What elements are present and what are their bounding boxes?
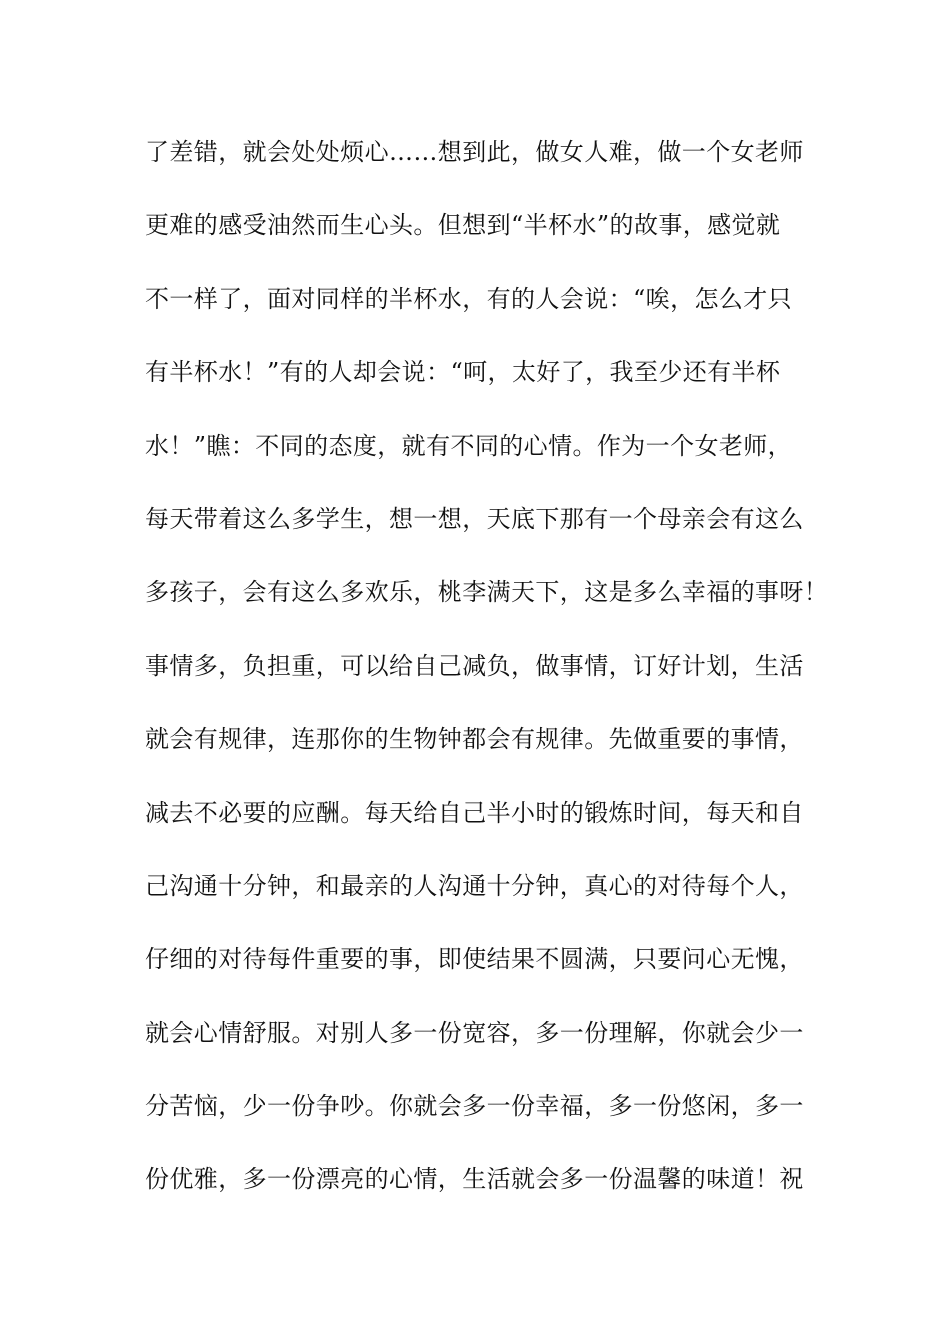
text-line: 己沟通十分钟，和最亲的人沟通十分钟，真心的对待每个人，: [145, 871, 804, 900]
body-text: [145, 131, 829, 1232]
text-line: 水！”瞧：不同的态度，就有不同的心情。作为一个女老师，: [145, 431, 793, 460]
text-line: 不一样了，面对同样的半杯水，有的人会说：“唉，怎么才只: [145, 284, 793, 313]
text-line: 分苦恼，少一份争吵。你就会多一份幸福，多一份悠闲，多一: [145, 1092, 804, 1121]
text-line: 每天带着这么多学生，想一想，天底下那有一个母亲会有这么: [145, 504, 804, 533]
text-line: 事情多，负担重，可以给自己减负，做事情，订好计划，生活: [145, 651, 804, 680]
text-line: 仔细的对待每件重要的事，即使结果不圆满，只要问心无愧，: [145, 945, 804, 974]
text-line: 减去不必要的应酬。每天给自己半小时的锻炼时间，每天和自: [145, 798, 804, 827]
text-line: 了差错，就会处处烦心……想到此，做女人难，做一个女老师: [145, 138, 804, 166]
text-line: 就会有规律，连那你的生物钟都会有规律。先做重要的事情，: [145, 725, 804, 754]
text-line: 份优雅，多一份漂亮的心情，生活就会多一份温馨的味道！祝: [145, 1165, 804, 1194]
text-line: 就会心情舒服。对别人多一份宽容，多一份理解，你就会少一: [145, 1018, 804, 1047]
text-line: 有半杯水！”有的人却会说：“呵，太好了，我至少还有半杯: [145, 358, 781, 387]
text-line: 多孩子，会有这么多欢乐，桃李满天下，这是多么幸福的事呀！: [145, 578, 829, 607]
text-line: 更难的感受油然而生心头。但想到“半杯水”的故事，感觉就: [145, 211, 781, 240]
